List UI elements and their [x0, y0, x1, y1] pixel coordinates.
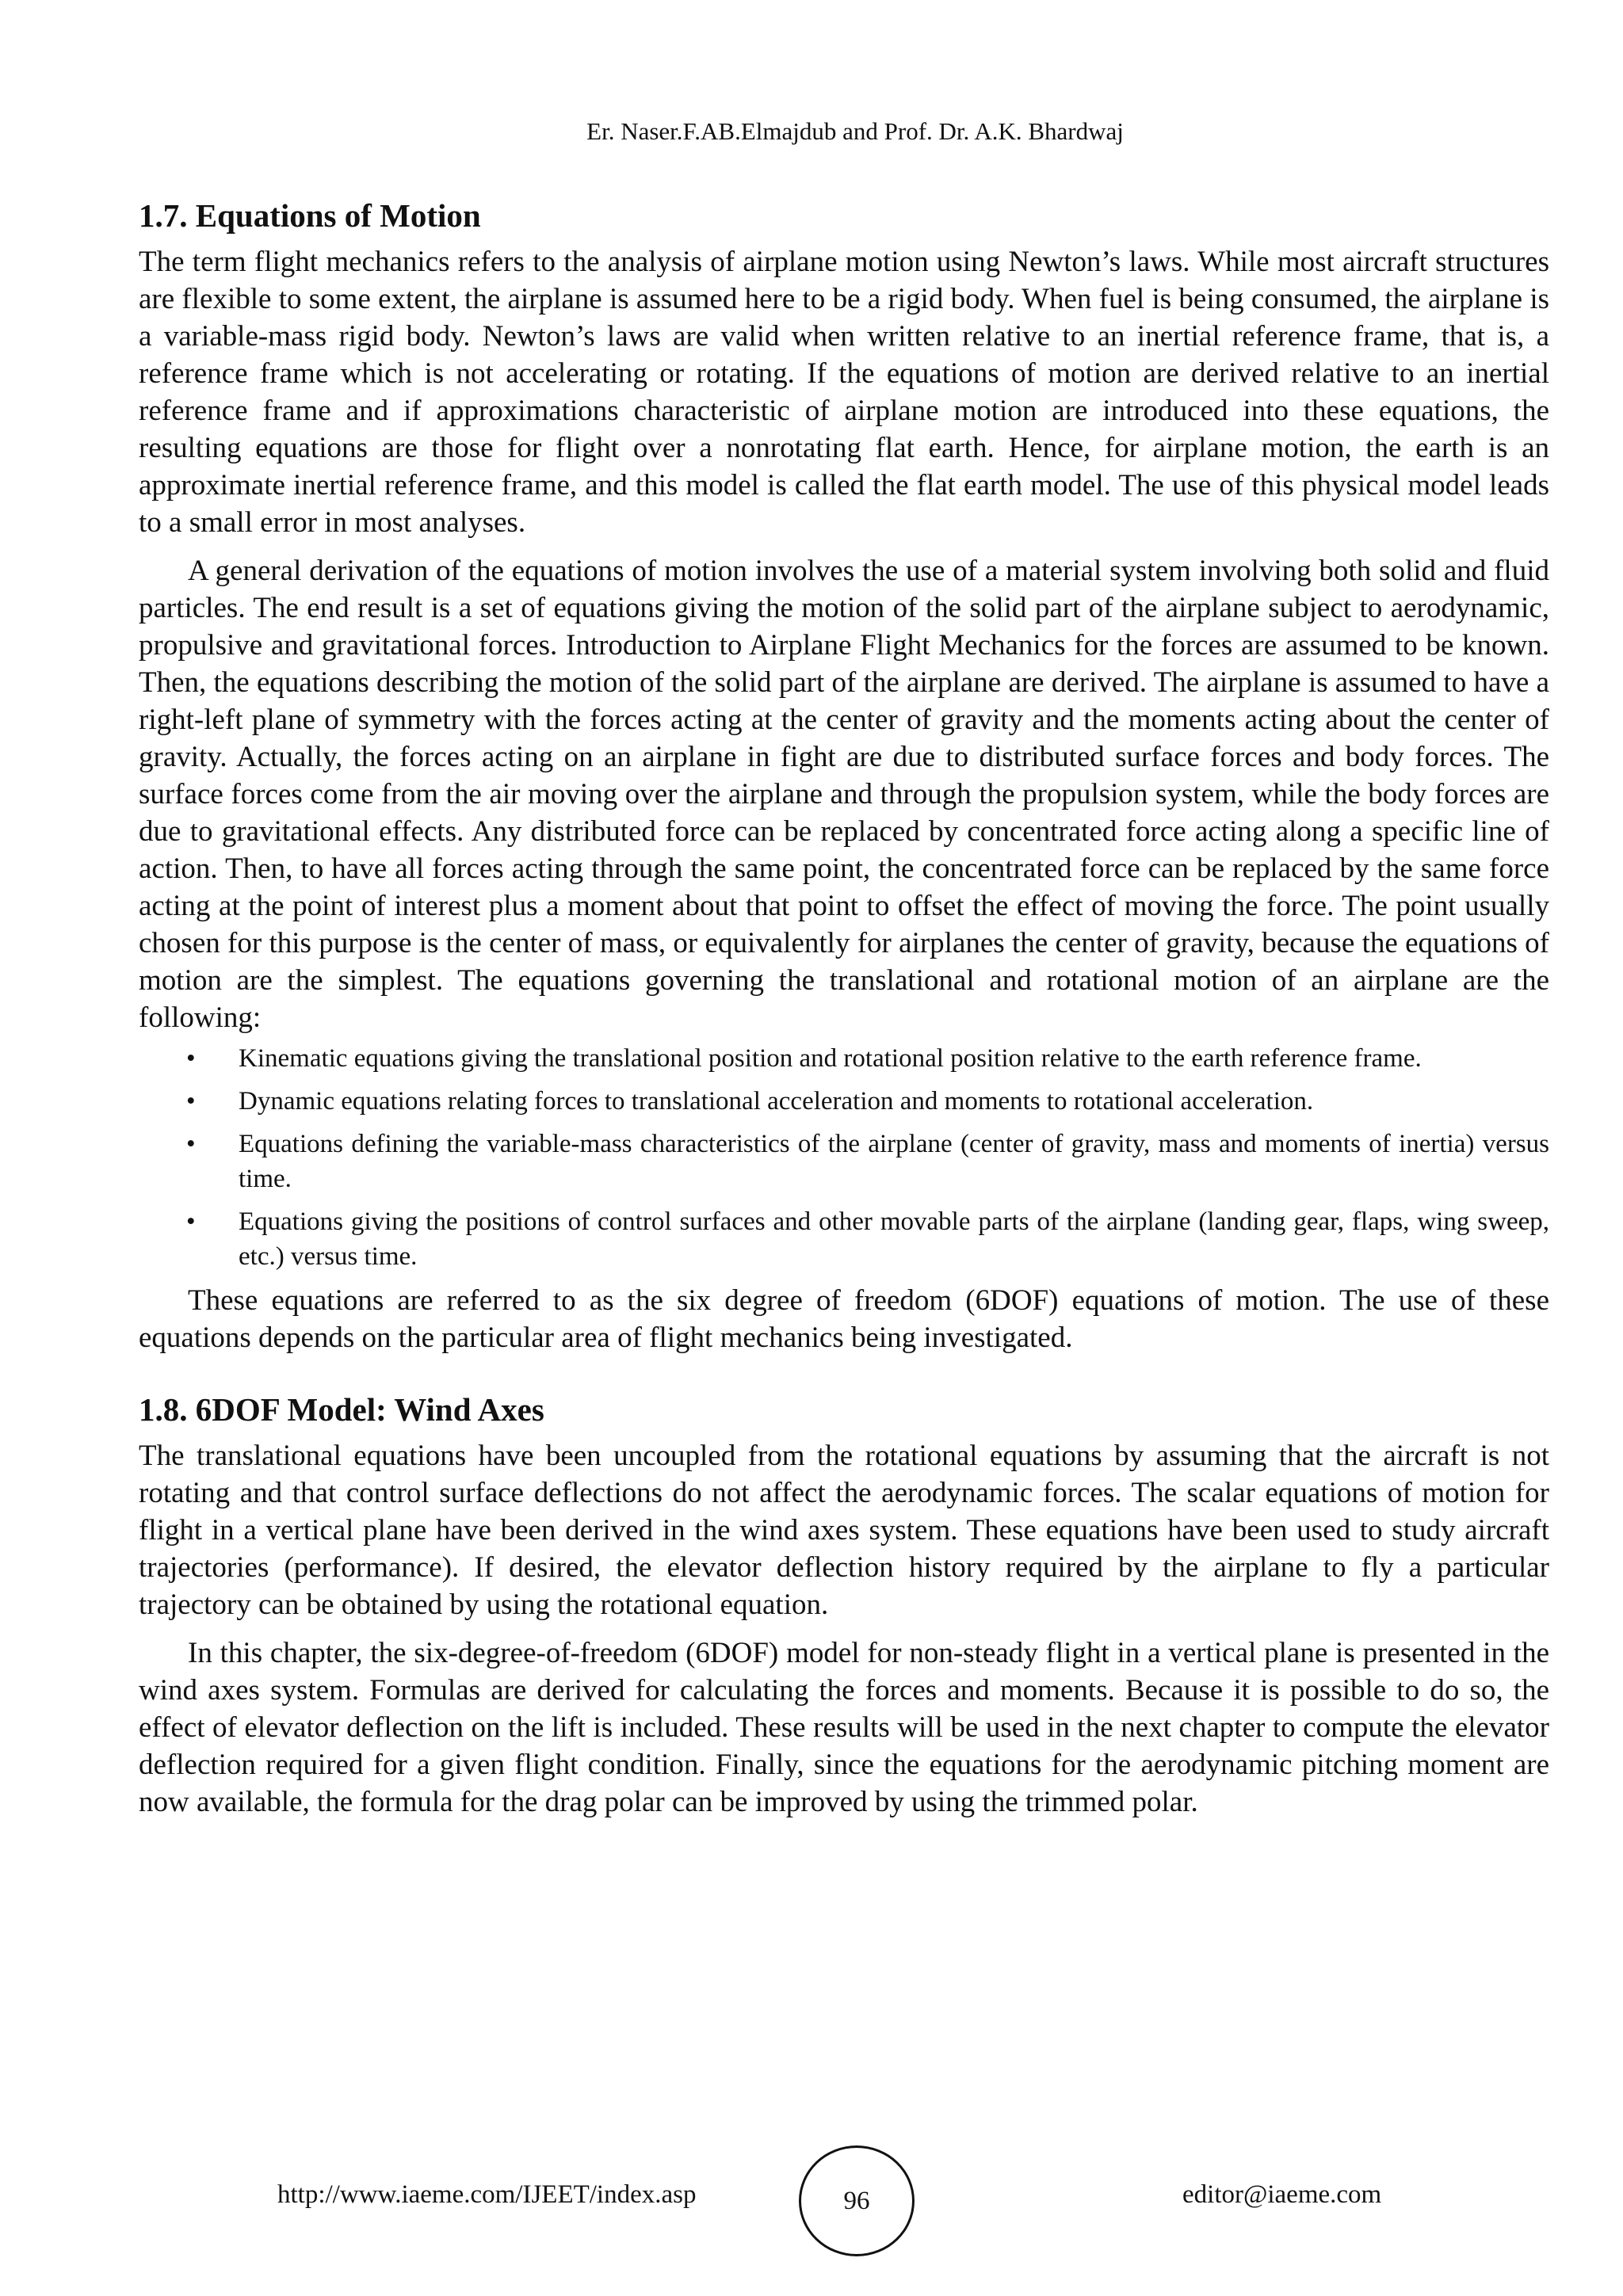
bullet-icon: • — [186, 1207, 196, 1236]
bullet-list — [139, 1041, 1549, 1274]
bullet-icon: • — [186, 1044, 196, 1073]
bullet-icon: • — [186, 1087, 196, 1116]
running-header-authors: Er. Naser.F.AB.Elmajdub and Prof. Dr. A.K. Bhardwaj — [586, 117, 1124, 145]
section-heading-1-8: 1.8. 6DOF Model: Wind Axes — [139, 1391, 544, 1428]
list-item-text: Kinematic equations giving the translational position and rotational position relative to the earth reference frame. — [239, 1044, 1422, 1073]
paragraph: A general derivation of the equations of motion involves the use of a material system involving both solid and fluid particles. The end result is a set of equations giving the motion of the solid part of the airplane subject to aerodynamic, propulsive and gravitational forces. Introduction to Airplane Flight Mechanics for the forces are assumed to be known. Then, the equations describing the motion of the solid part of the airplane are derived. The airplane is assumed to have a right-left plane of symmetry with the forces acting at the center of gravity and the moments acting about the center of gravity. Actually, the forces acting on an airplane in fight are due to distributed surface forces and body forces. The surface forces come from the air moving over the airplane and through the propulsion system, while the body forces are due to gravitational effects. Any distributed force can be replaced by concentrated force acting along a specific line of action. Then, to have all forces acting through the same point, the concentrated force can be replaced by the same force acting at the point of interest plus a moment about that point to offset the effect of moving the force. The point usually chosen for this purpose is the center of mass, or equivalently for airplanes the center of gravity, because the equations of motion are the simplest. The equations governing the translational and rotational motion of an airplane are the following: — [139, 555, 1549, 1034]
section-heading-1-7: 1.7. Equations of Motion — [139, 197, 481, 234]
paragraph: The translational equations have been uncoupled from the rotational equations by assuming that the aircraft is not rotating and that control surface deflections do not affect the aerodynamic forces. The scalar equations of motion for flight in a vertical plane have been derived in the wind axes system. These equations have been used to study aircraft trajectories (performance). If desired, the elevator deflection history required by the airplane to fly a particular trajectory can be obtained by using the rotational equation. — [139, 1440, 1549, 1621]
page-number: 96 — [799, 2145, 915, 2256]
bullet-icon: • — [186, 1130, 196, 1158]
footer-email-link[interactable]: editor@iaeme.com — [1182, 2180, 1382, 2209]
paragraph: These equations are referred to as the six degree of freedom (6DOF) equations of motion. The use of these equations depends on the particular area of flight mechanics being investigated. — [139, 1284, 1549, 1354]
list-item-text: Equations giving the positions of control surfaces and other movable parts of the airplane (landing gear, flaps, wing sweep, etc.) versus time. — [239, 1207, 1549, 1271]
list-item — [139, 1041, 1549, 1076]
paragraph: The term flight mechanics refers to the analysis of airplane motion using Newton’s laws. While most aircraft structures are flexible to some extent, the airplane is assumed here to be a rigid body. When fuel is being consumed, the airplane is a variable-mass rigid body. Newton’s laws are valid when written relative to an inertial reference frame, that is, a reference frame which is not accelerating or rotating. If the equations of motion are derived relative to an inertial reference frame and if approximations characteristic of airplane motion are introduced into these equations, the resulting equations are those for flight over a nonrotating flat earth. Hence, for airplane motion, the earth is an approximate inertial reference frame, and this model is called the flat earth model. The use of this physical model leads to a small error in most analyses. — [139, 246, 1549, 539]
list-item-text: Dynamic equations relating forces to translational acceleration and moments to rotational acceleration. — [239, 1087, 1314, 1116]
page-footer — [0, 2145, 1623, 2256]
list-item-text: Equations defining the variable-mass characteristics of the airplane (center of gravity, mass and moments of inertia) versus time. — [239, 1130, 1549, 1193]
main-content — [139, 194, 1549, 1821]
list-item — [139, 1204, 1549, 1274]
list-item — [139, 1084, 1549, 1119]
footer-url-link[interactable]: http://www.iaeme.com/IJEET/index.asp — [277, 2180, 697, 2209]
paragraph: In this chapter, the six-degree-of-freedom (6DOF) model for non-steady flight in a vertical plane is presented in the wind axes system. Formulas are derived for calculating the forces and moments. Because it is possible to do so, the effect of elevator deflection on the lift is included. These results will be used in the next chapter to compute the elevator deflection required for a given flight condition. Finally, since the equations for the aerodynamic pitching moment are now available, the formula for the drag polar can be improved by using the trimmed polar. — [139, 1637, 1549, 1818]
list-item — [139, 1127, 1549, 1196]
